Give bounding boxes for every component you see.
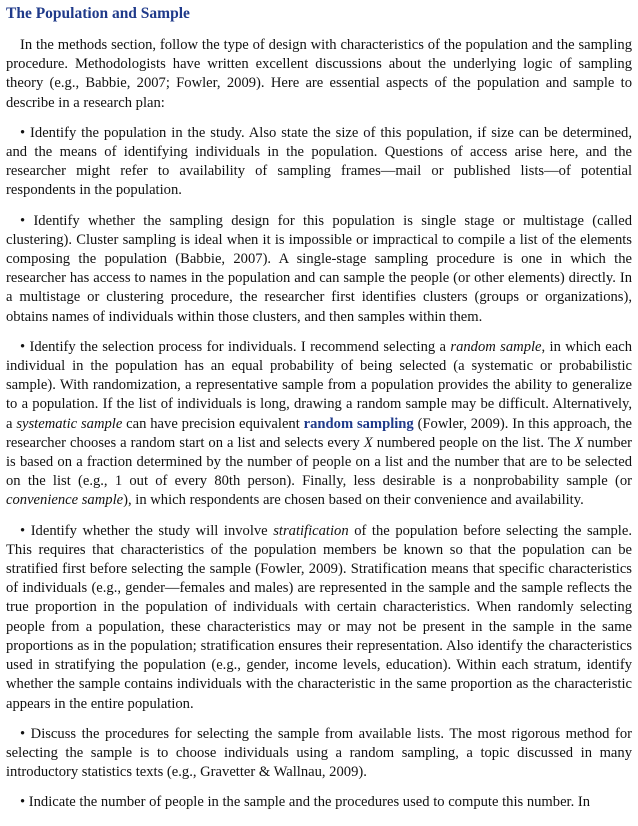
bullet-text-part: ), in which respondents are chosen based on their convenience and availability. (123, 492, 584, 509)
bullet-text-part: can have precision equivalent (122, 415, 304, 432)
bullet-text-part: (Fowler, 2009). In this approach, the researcher chooses a random start on a list and selects every (6, 415, 632, 451)
bullet-icon: • (20, 338, 26, 355)
bullet-icon: • (20, 725, 26, 742)
random-sampling-link[interactable]: random sampling (303, 415, 414, 432)
term-x: X (363, 434, 373, 451)
bullet-text-part: of the population before selecting the sample. This requires that characteristics of the population members be known so that the population can be stratified first before selecting the sample (Fowler, 2009). Stratification means that specific characteristics of individuals (e.g., gender—females and males) are represented in the sample and the sample reflects the true proportion in the population of individuals with certain characteristics. When randomly selecting people from a population, these characteristics may or may not be present in the sample in the same proportions as in the population; stratification ensures their representation. Also identify the characteristics used in stratifying the population (e.g., gender, income levels, education). Within each stratum, identify whether the sample contains individuals with the characteristic in the same proportion as the characteristic appears in the entire population. (6, 522, 632, 712)
term-random-sample: random sample (450, 338, 542, 355)
section-heading: The Population and Sample (6, 5, 190, 22)
document-page (6, 0, 632, 813)
bullet-icon: • (20, 212, 26, 229)
bullet-stratification (6, 522, 632, 714)
term-systematic-sample: systematic sample (16, 415, 123, 432)
bullet-text: Discuss the procedures for selecting the sample from available lists. The most rigorous method for selecting the sample is to choose individuals using a random sampling, a topic discussed in many introductory statistics texts (e.g., Gravetter & Wallnau, 2009). (6, 725, 632, 781)
bullet-population (6, 124, 632, 201)
bullet-text-part: number is based on a fraction determined by the number of people on a list and the number that are to be selected on the list (e.g., 1 out of every 80th person). Finally, less desirable is a nonprobability sample (or (6, 434, 632, 490)
bullet-icon: • (20, 794, 26, 811)
bullet-icon: • (20, 522, 26, 539)
bullet-text-part: , in which each individual in the population has an equal probability of being selected (a systematic or probabilistic sample). With randomization, a representative sample from a population provides the ability to generalize to a population. If the list of individuals is long, drawing a random sample may be difficult. Alternatively, a (6, 338, 633, 432)
bullet-text: Identify the population in the study. Also state the size of this population, if size can be determined, and the means of identifying individuals in the population. Questions of access arise here, and the researcher might refer to availability of sampling frames—mail or published lists—of potential respondents in the population. (6, 124, 632, 199)
bullet-icon: • (20, 124, 26, 141)
term-convenience-sample: convenience sample (6, 492, 124, 509)
intro-paragraph: In the methods section, follow the type of design with characteristics of the population and the sampling procedure. Methodologists have written excellent discussions about the underlying logic of sampling theory (e.g., Babbie, 2007; Fowler, 2009). Here are essential aspects of the population and sample to describe in a research plan: (6, 37, 632, 111)
term-stratification: stratification (273, 522, 349, 539)
term-x: X (574, 434, 584, 451)
bullet-text-part: numbered people on the list. The (372, 434, 575, 451)
bullet-text-part: Identify whether the study will involve (30, 522, 274, 539)
bullet-selection-process (6, 338, 632, 511)
bullet-selection-procedures (6, 725, 632, 783)
bullet-sample-size (6, 793, 632, 812)
bullet-text: Identify whether the sampling design for this population is single stage or multistage (called clustering). Cluster sampling is ideal when it is impossible or impractical to compile a list of the elements composing the population (Babbie, 2007). A single-stage sampling procedure is one in which the researcher has access to names in the population and can sample the people (or other elements) directly. In a multistage or clustering procedure, the researcher first identifies clusters (groups or organizations), obtains names of individuals within those clusters, and then samples within them. (6, 212, 632, 325)
bullet-sampling-design (6, 212, 632, 327)
bullet-text: Indicate the number of people in the sample and the procedures used to compute this number. In (28, 794, 591, 811)
bullet-text-part: Identify the selection process for individuals. I recommend selecting a (29, 338, 451, 355)
